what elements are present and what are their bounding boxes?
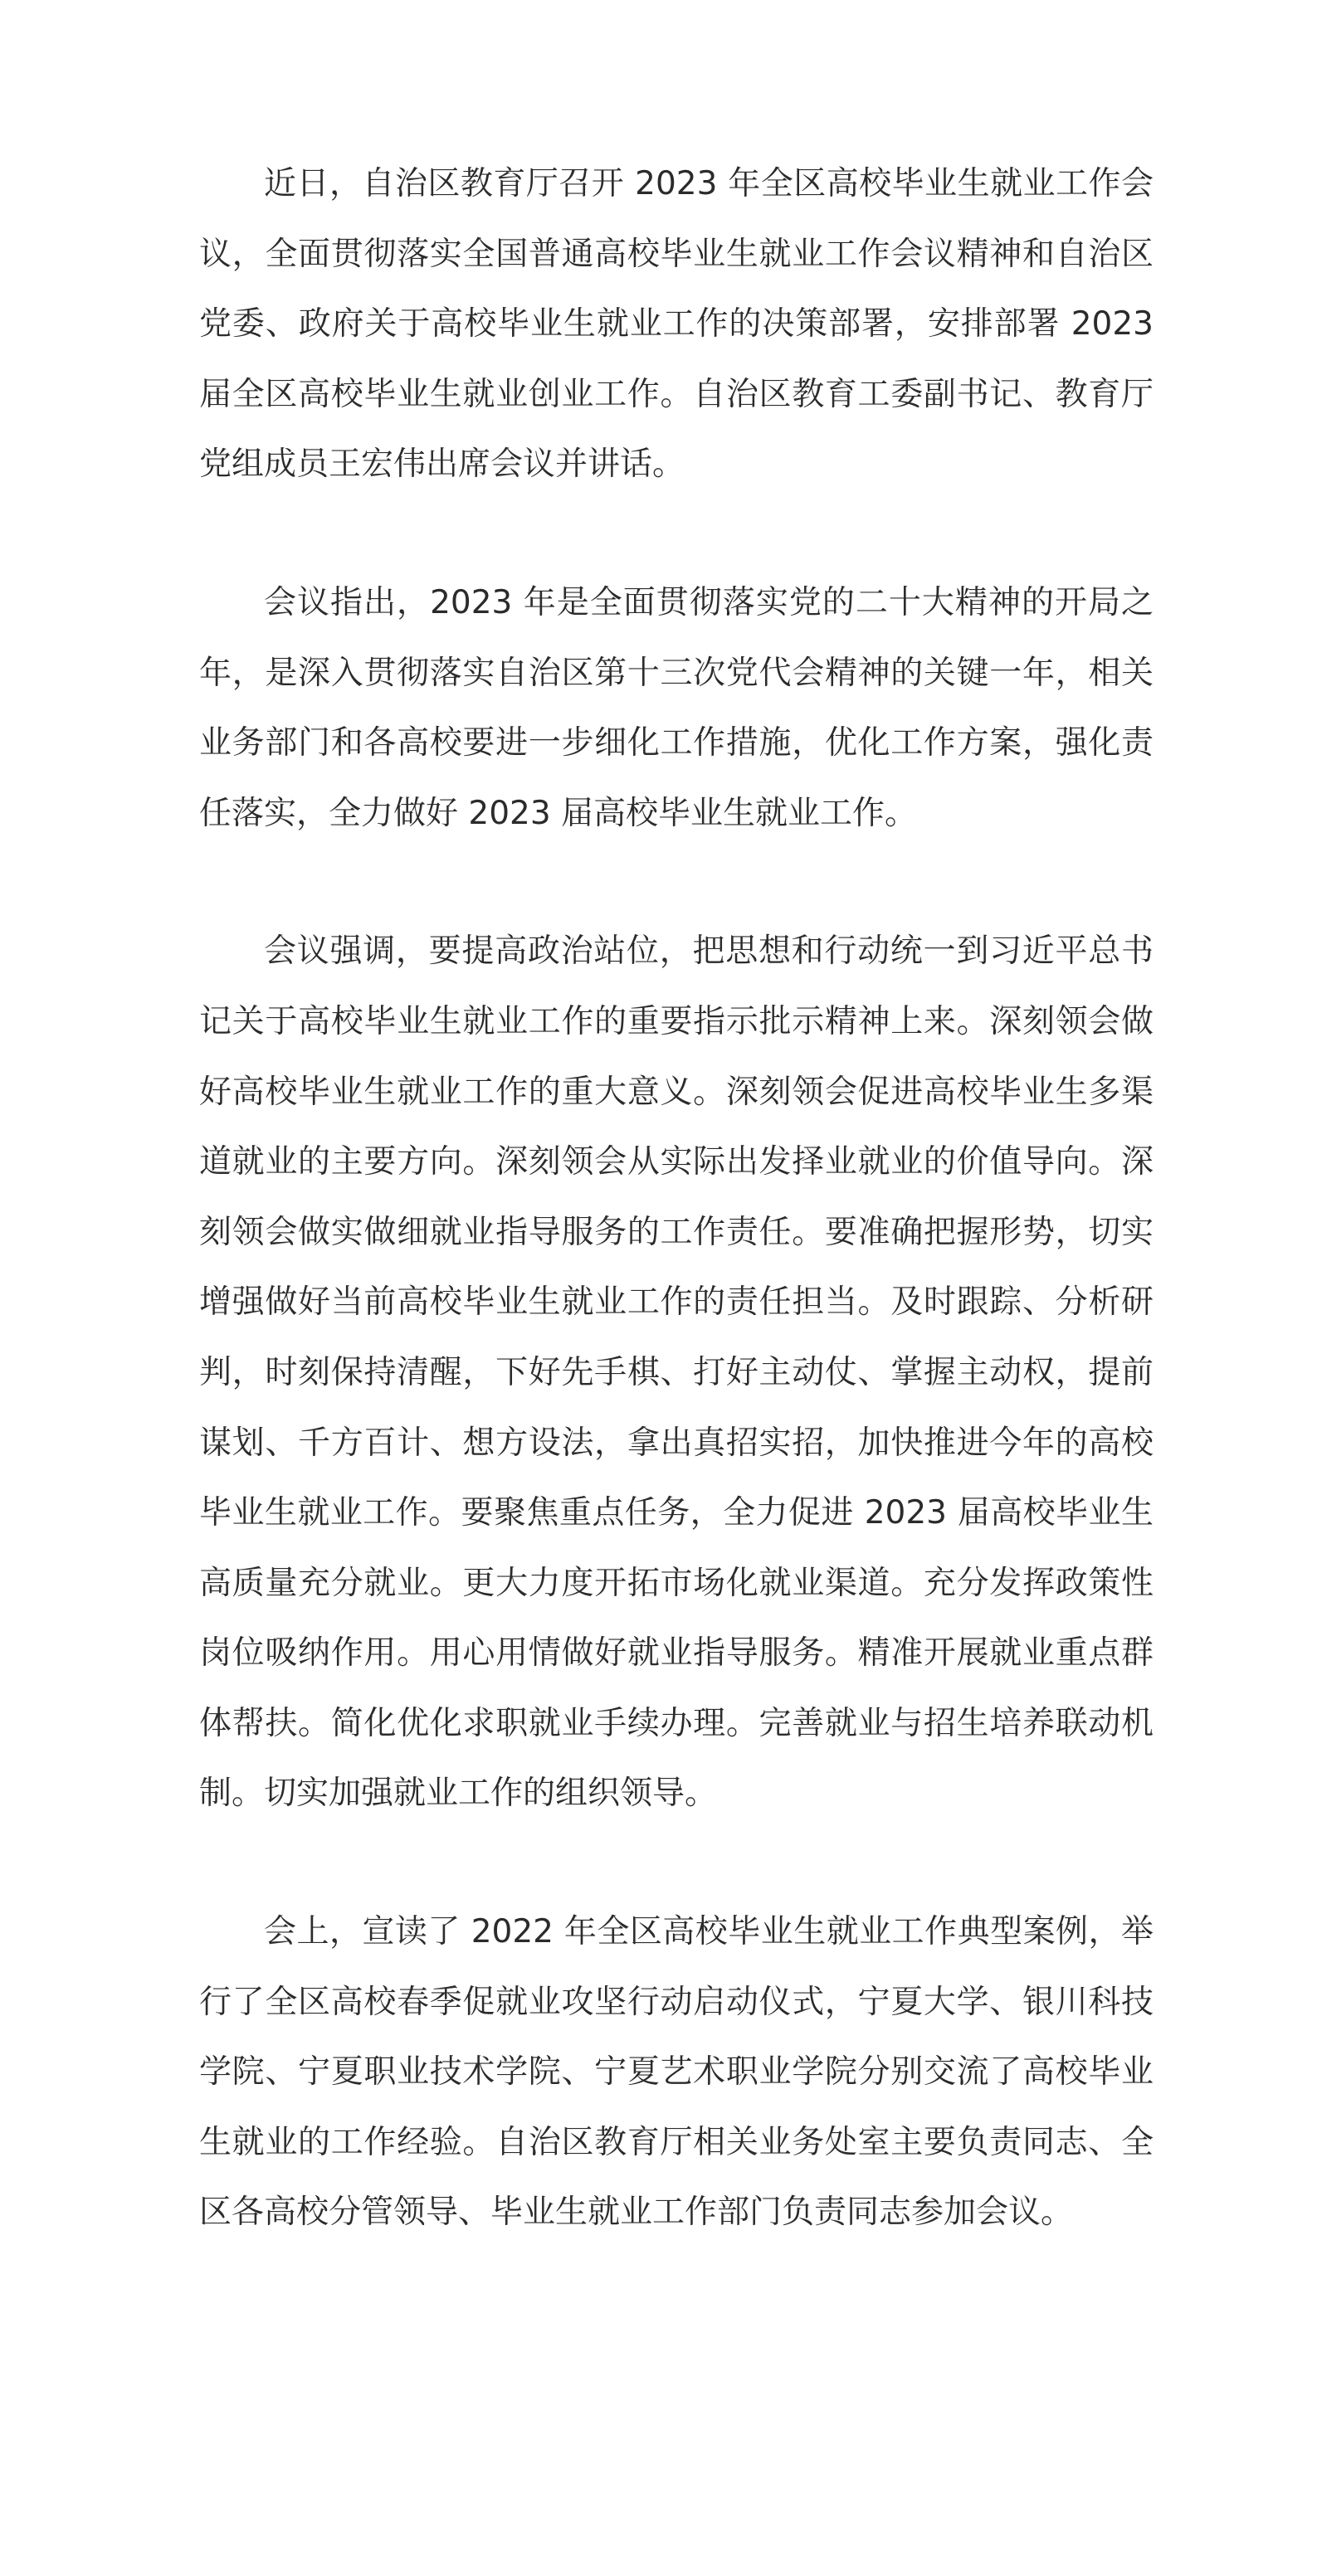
article-paragraph-2: 会议指出，2023 年是全面贯彻落实党的二十大精神的开局之年，是深入贯彻落实自治区第十三次党代会精神的关键一年，相关业务部门和各高校要进一步细化工作措施，优化工作方案，强化责任落实，全力做好 2023 届高校毕业生就业工作。	[199, 583, 1154, 832]
article-paragraph-1: 近日，自治区教育厅召开 2023 年全区高校毕业生就业工作会议，全面贯彻落实全国普通高校毕业生就业工作会议精神和自治区党委、政府关于高校毕业生就业工作的决策部署，安排部署 2023 届全区高校毕业生就业创业工作。自治区教育工委副书记、教育厅党组成员王宏伟出席会议并讲话。	[199, 165, 1154, 484]
article-paragraph-4: 会上，宣读了 2022 年全区高校毕业生就业工作典型案例，举行了全区高校春季促就业攻坚行动启动仪式，宁夏大学、银川科技学院、宁夏职业技术学院、宁夏艺术职业学院分别交流了高校毕业生就业的工作经验。自治区教育厅相关业务处室主要负责同志、全区各高校分管领导、毕业生就业工作部门负责同志参加会议。	[199, 1913, 1154, 2232]
article-body	[199, 149, 1154, 2316]
article-paragraph-3: 会议强调，要提高政治站位，把思想和行动统一到习近平总书记关于高校毕业生就业工作的重要指示批示精神上来。深刻领会做好高校毕业生就业工作的重大意义。深刻领会促进高校毕业生多渠道就业的主要方向。深刻领会从实际出发择业就业的价值导向。深刻领会做实做细就业指导服务的工作责任。要准确把握形势，切实增强做好当前高校毕业生就业工作的责任担当。及时跟踪、分析研判，时刻保持清醒，下好先手棋、打好主动仗、掌握主动权，提前谋划、千方百计、想方设法，拿出真招实招，加快推进今年的高校毕业生就业工作。要聚焦重点任务，全力促进 2023 届高校毕业生高质量充分就业。更大力度开拓市场化就业渠道。充分发挥政策性岗位吸纳作用。用心用情做好就业指导服务。精准开展就业重点群体帮扶。简化优化求职就业手续办理。完善就业与招生培养联动机制。切实加强就业工作的组织领导。	[199, 933, 1154, 1813]
